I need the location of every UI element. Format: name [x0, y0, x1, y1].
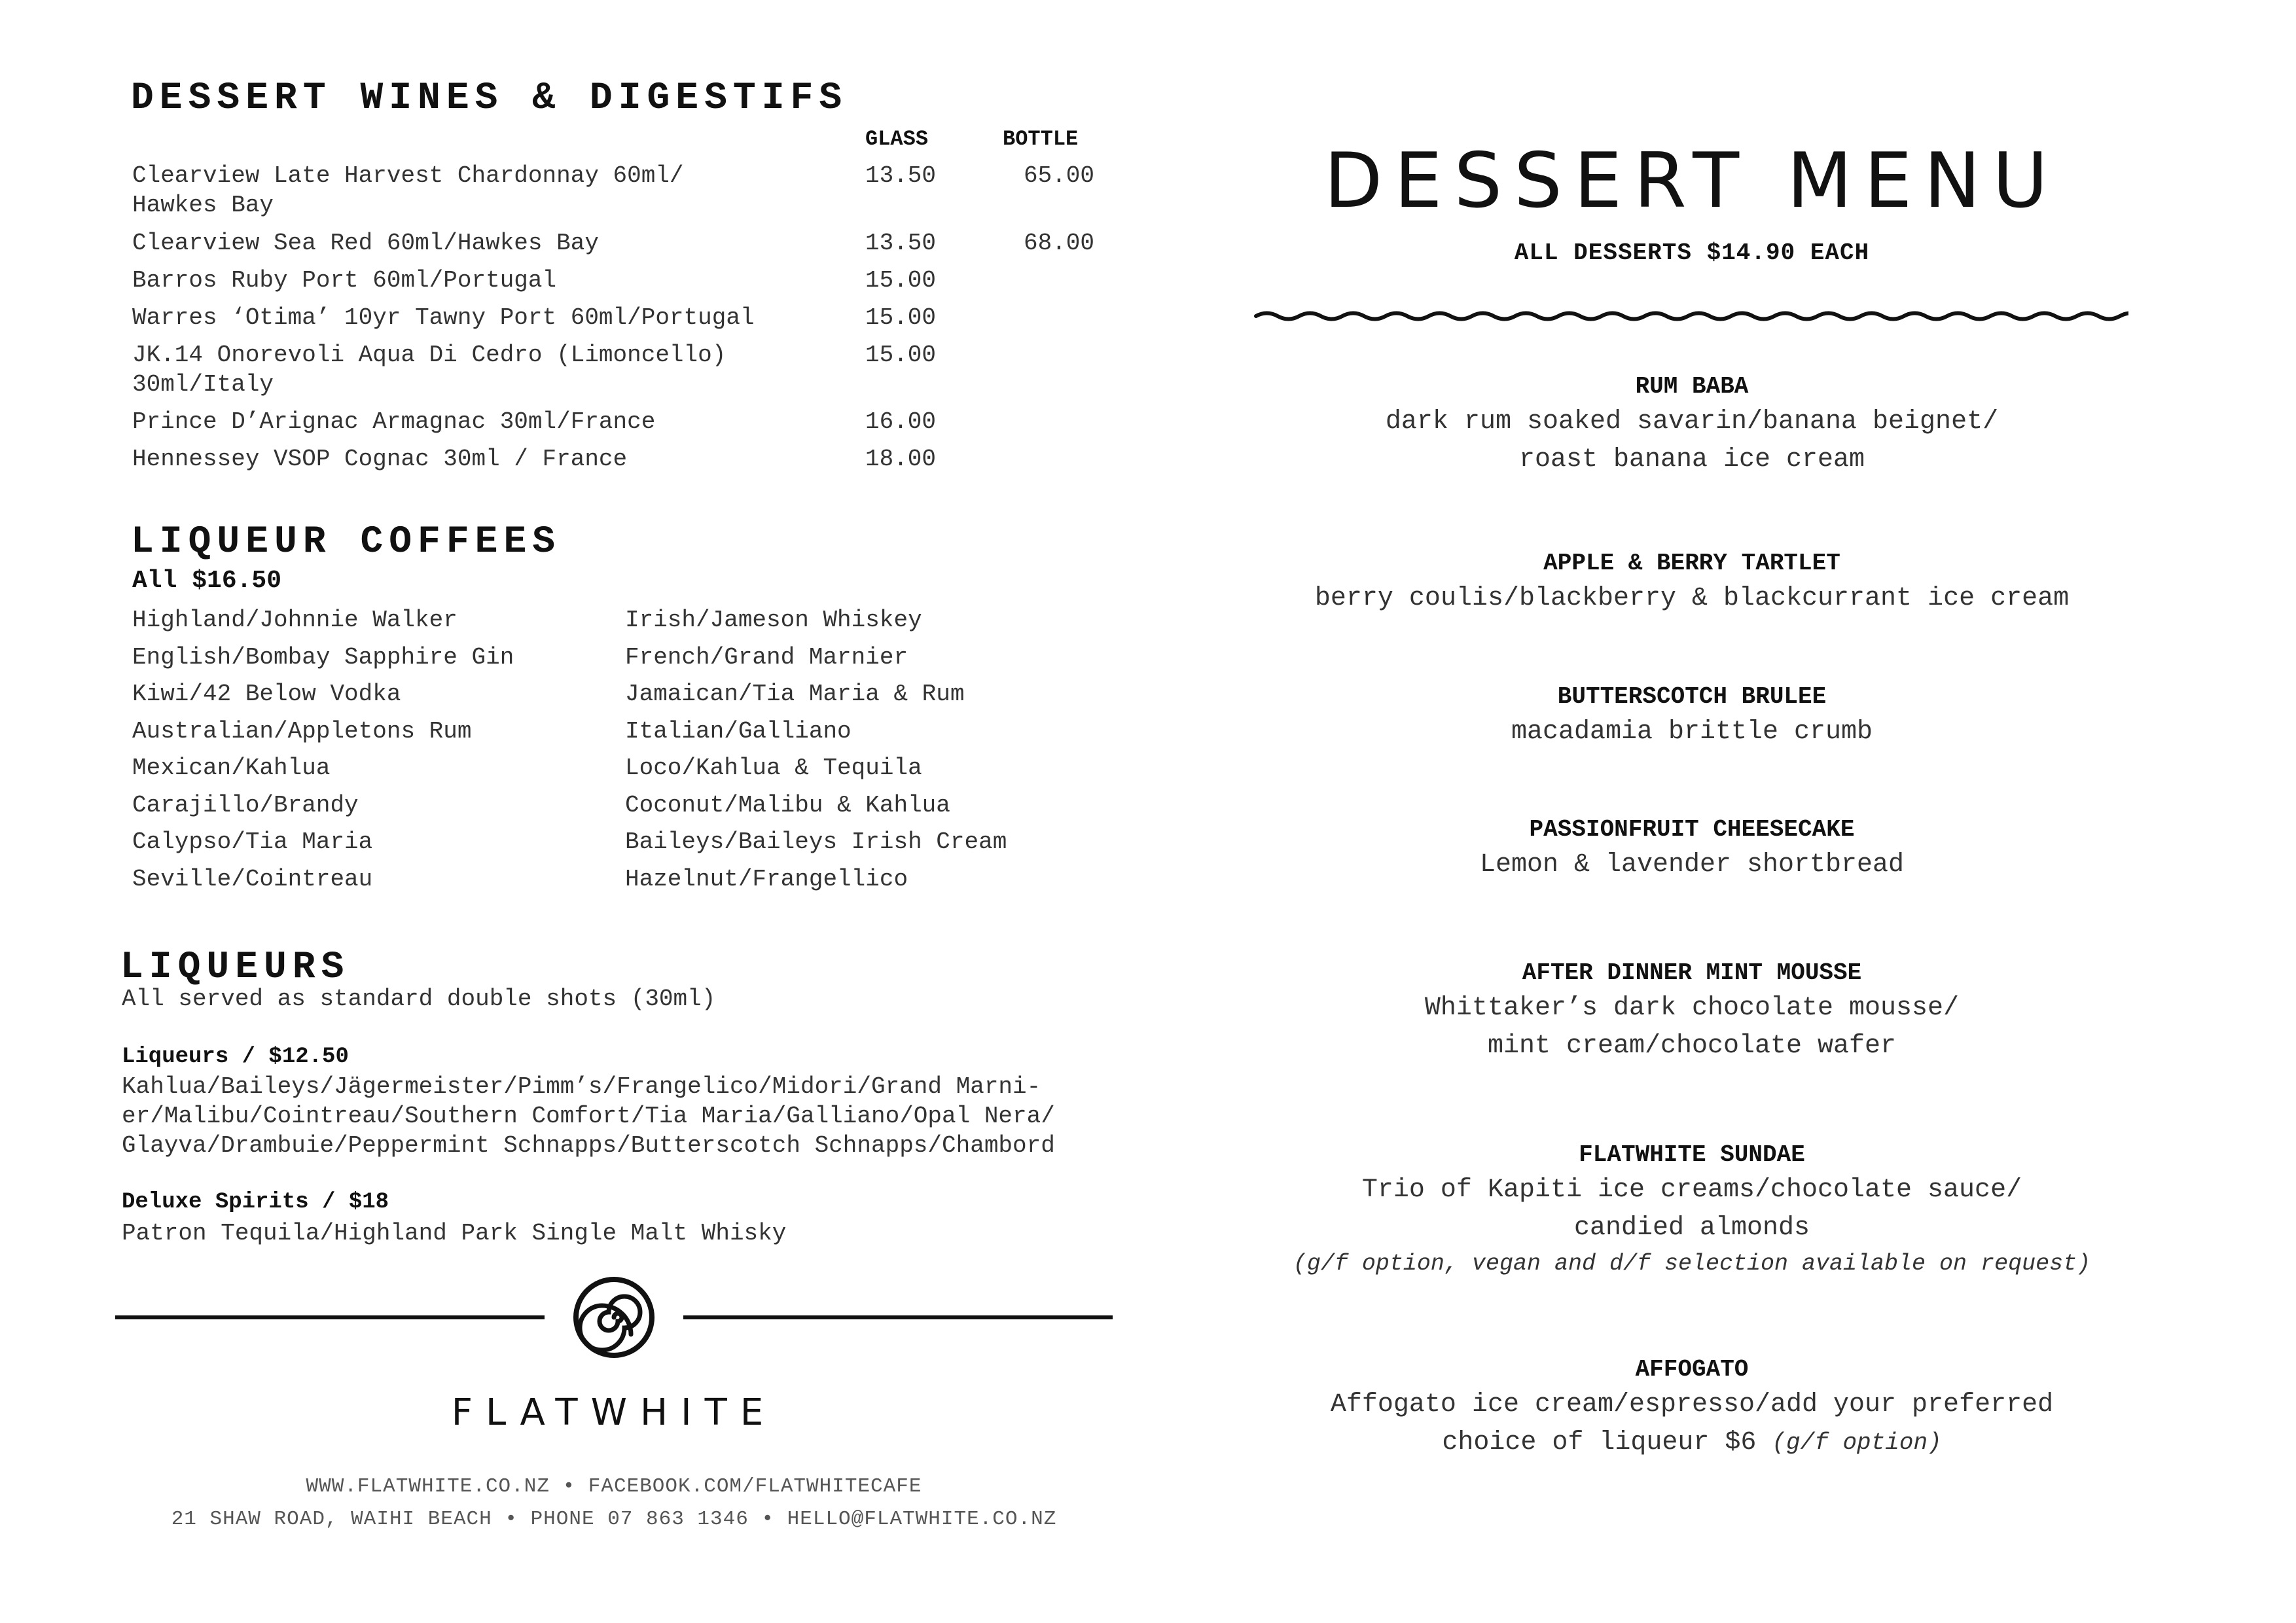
- brand-name: FLATWHITE: [451, 1391, 777, 1434]
- liqueurs-group-list: [122, 1072, 1055, 1160]
- dessert-description: Whittaker’s dark chocolate mousse/: [1424, 993, 1960, 1023]
- footer-web-line: WWW.FLATWHITE.CO.NZ • FACEBOOK.COM/FLATWHITECAFE: [306, 1475, 922, 1498]
- coffee-item: English/Bombay Sapphire Gin: [132, 643, 514, 671]
- coffee-item: Seville/Cointreau: [132, 865, 373, 893]
- coffee-item: Loco/Kahlua & Tequila: [625, 755, 922, 781]
- bottle-column-header: BOTTLE: [1003, 127, 1079, 151]
- dessert-name: FLATWHITE SUNDAE: [1579, 1141, 1805, 1168]
- wine-glass-price: 13.50: [865, 162, 937, 189]
- coffees-price: All $16.50: [132, 567, 282, 595]
- dessert-description: dark rum soaked savarin/banana beignet/: [1385, 407, 1999, 437]
- dessert-description-text: choice of liqueur $6: [1442, 1428, 1772, 1457]
- dessert-item: [1257, 1353, 2127, 1462]
- wine-list: [132, 124, 1101, 491]
- wine-name-line: Warres ‘Otima’ 10yr Tawny Port 60ml/Portugal: [132, 304, 755, 331]
- wine-name-line: JK.14 Onorevoli Aqua Di Cedro (Limoncello): [132, 342, 726, 368]
- wine-name-line: Clearview Late Harvest Chardonnay 60ml/: [132, 162, 684, 189]
- dessert-item: [1257, 1139, 2127, 1280]
- coffee-item: Mexican/Kahlua: [132, 755, 331, 781]
- coffee-item: Australian/Appletons Rum: [132, 717, 472, 745]
- dessert-name: AFTER DINNER MINT MOUSSE: [1522, 959, 1862, 986]
- logo-divider-left: [115, 1315, 545, 1319]
- liqueurs-line: Kahlua/Baileys/Jägermeister/Pimm’s/Frangelico/Midori/Grand Marni-: [122, 1073, 1041, 1100]
- glass-column-header: GLASS: [865, 127, 929, 151]
- dessert-description: berry coulis/blackberry & blackcurrant ice cream: [1314, 584, 2070, 613]
- wines-heading: DESSERT WINES & DIGESTIFS: [131, 77, 848, 120]
- coffee-item: Jamaican/Tia Maria & Rum: [625, 681, 965, 707]
- liqueurs-line: er/Malibu/Cointreau/Southern Comfort/Tia Maria/Galliano/Opal Nera/: [122, 1103, 1055, 1130]
- dessert-item: [1257, 813, 2127, 884]
- coffee-item: Carajillo/Brandy: [132, 791, 359, 819]
- dessert-name: BUTTERSCOTCH BRULEE: [1557, 683, 1827, 710]
- coffee-item: Calypso/Tia Maria: [132, 829, 373, 855]
- coffee-item: Hazelnut/Frangellico: [625, 865, 908, 893]
- dessert-description: macadamia brittle crumb: [1511, 717, 1873, 747]
- dessert-list: [1257, 0, 2127, 1623]
- wine-glass-price: 13.50: [865, 230, 937, 257]
- dessert-description: Affogato ice cream/espresso/add your preferred: [1330, 1390, 2054, 1419]
- dessert-name: PASSIONFRUIT CHEESECAKE: [1529, 816, 1855, 843]
- wine-name-line: 30ml/Italy: [132, 371, 274, 398]
- liqueurs-heading: LIQUEURS: [120, 946, 350, 989]
- wine-glass-price: 16.00: [865, 408, 937, 435]
- coffees-heading: LIQUEUR COFFEES: [131, 521, 562, 563]
- coffee-item: Coconut/Malibu & Kahlua: [625, 791, 950, 819]
- wine-bottle-price: 65.00: [1023, 162, 1094, 189]
- liqueurs-subtitle: All served as standard double shots (30ml): [122, 986, 716, 1012]
- dessert-description: Trio of Kapiti ice creams/chocolate sauce/: [1361, 1175, 2022, 1205]
- deluxe-spirits-list: Patron Tequila/Highland Park Single Malt Whisky: [122, 1220, 787, 1247]
- dessert-description-last: [1257, 1424, 2127, 1462]
- dessert-item: [1257, 547, 2127, 618]
- coffee-item: Irish/Jameson Whiskey: [625, 607, 922, 633]
- wine-glass-price: 15.00: [865, 304, 937, 331]
- wine-name-line: Prince D’Arignac Armagnac 30ml/France: [132, 408, 656, 435]
- wine-name-line: Clearview Sea Red 60ml/Hawkes Bay: [132, 230, 599, 257]
- wine-glass-price: 18.00: [865, 446, 937, 473]
- dessert-description: candied almonds: [1573, 1213, 1810, 1243]
- deluxe-spirits-title: Deluxe Spirits / $18: [122, 1190, 389, 1215]
- dessert-item: [1257, 957, 2127, 1065]
- footer-contact-line: 21 SHAW ROAD, WAIHI BEACH • PHONE 07 863 1346 • HELLO@FLATWHITE.CO.NZ: [171, 1508, 1057, 1531]
- menu-title: DESSERT MENU: [1323, 137, 2060, 225]
- dessert-description: mint cream/chocolate wafer: [1487, 1031, 1897, 1061]
- dessert-name: APPLE & BERRY TARTLET: [1543, 550, 1840, 577]
- coffee-item: Highland/Johnnie Walker: [132, 607, 457, 633]
- wine-glass-price: 15.00: [865, 267, 937, 294]
- liqueurs-line: Glayva/Drambuie/Peppermint Schnapps/Butterscotch Schnapps/Chambord: [122, 1132, 1055, 1159]
- wine-glass-price: 15.00: [865, 342, 937, 368]
- menu-subtitle: ALL DESSERTS $14.90 EACH: [1514, 240, 1870, 266]
- coffee-item: Italian/Galliano: [625, 717, 852, 745]
- coffee-item: French/Grand Marnier: [625, 643, 908, 671]
- logo-divider-right: [683, 1315, 1113, 1319]
- dessert-name: RUM BABA: [1635, 373, 1749, 400]
- dessert-description: Lemon & lavender shortbread: [1479, 850, 1905, 880]
- wine-bottle-price: 68.00: [1023, 230, 1094, 257]
- wine-name-line: Barros Ruby Port 60ml/Portugal: [132, 267, 557, 294]
- wine-name-line: Hawkes Bay: [132, 192, 274, 219]
- coffee-item: Kiwi/42 Below Vodka: [132, 681, 401, 707]
- spiral-logo-icon: [573, 1276, 655, 1359]
- dessert-item: [1257, 681, 2127, 751]
- dessert-name: AFFOGATO: [1635, 1356, 1749, 1383]
- coffees-left-column: [132, 602, 514, 898]
- liqueurs-group-title: Liqueurs / $12.50: [122, 1044, 349, 1069]
- dessert-item: [1257, 370, 2127, 479]
- dessert-dietary-note: (g/f option, vegan and d/f selection available on request): [1293, 1251, 2091, 1277]
- coffees-right-column: [625, 602, 1007, 898]
- coffee-item: Baileys/Baileys Irish Cream: [625, 829, 1007, 855]
- dessert-description: roast banana ice cream: [1518, 445, 1865, 474]
- dessert-dietary-note: (g/f option): [1772, 1429, 1942, 1456]
- wine-name-line: Hennessey VSOP Cognac 30ml / France: [132, 446, 628, 473]
